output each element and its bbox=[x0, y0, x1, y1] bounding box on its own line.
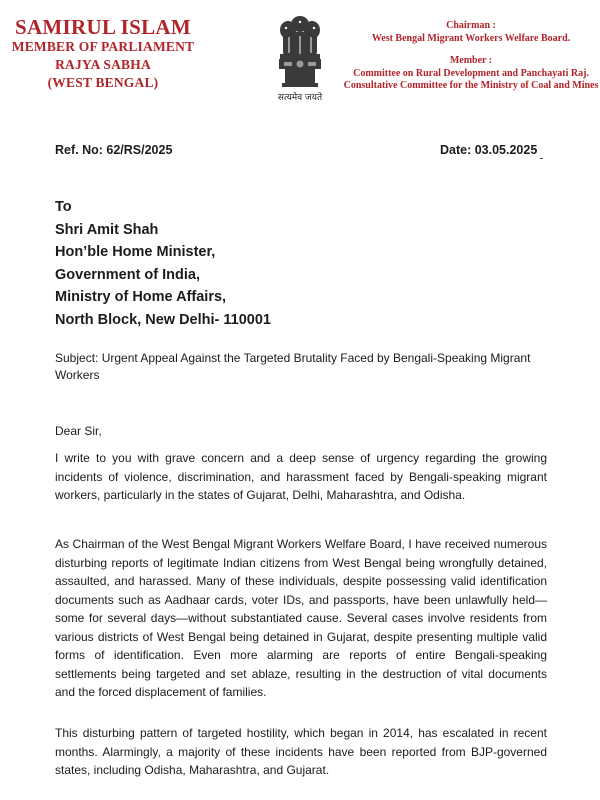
national-emblem-icon bbox=[272, 10, 328, 90]
letterhead-positions bbox=[342, 20, 600, 93]
recipient-ministry: Ministry of Home Affairs, bbox=[55, 289, 227, 305]
chairman-label: Chairman : bbox=[446, 20, 496, 31]
sender-title: MEMBER OF PARLIAMENT bbox=[11, 39, 195, 54]
to-label: To bbox=[55, 199, 72, 215]
paragraph-3: This disturbing pattern of targeted hostility, which began in 2014, has escalated in recent months. Alarmingly, a majority of these incidents have been reported from BJP-governed states, including Odisha, Maharashtra, and Gujarat. bbox=[55, 726, 547, 777]
member-of-1: Committee on Rural Development and Panchayati Raj. bbox=[353, 67, 589, 79]
recipient-designation: Hon’ble Home Minister, bbox=[55, 244, 216, 260]
sender-name: SAMIRUL ISLAM bbox=[14, 15, 191, 39]
recipient-address-line: North Block, New Delhi- 110001 bbox=[55, 311, 271, 328]
member-of-2: Consultative Committee for the Ministry of Coal and Mines bbox=[343, 80, 599, 91]
stray-mark bbox=[540, 158, 543, 159]
recipient-government: Government of India, bbox=[55, 266, 201, 283]
sender-house: RAJYA SABHA bbox=[55, 57, 151, 72]
recipient-address bbox=[55, 196, 271, 331]
paragraph-1: I write to you with grave concern and a deep sense of urgency regarding the growing incidents of violence, discrimination, and harassment faced by Bengali-speaking migrant workers, particularly in the states of Gujarat, Delhi, Maharashtra, and Odisha. bbox=[55, 451, 547, 502]
emblem bbox=[270, 10, 330, 108]
emblem-motto: सत्यमेव जयते bbox=[277, 93, 323, 103]
sender-state: (WEST BENGAL) bbox=[47, 75, 159, 90]
letter-date: Date: 03.05.2025 bbox=[440, 143, 538, 157]
letterhead-sender bbox=[8, 16, 198, 92]
reference-number: Ref. No: 62/RS/2025 bbox=[55, 143, 173, 157]
chairman-of: West Bengal Migrant Workers Welfare Board. bbox=[371, 32, 571, 44]
letter-subject: Subject: Urgent Appeal Against the Targeted Brutality Faced by Bengali-Speaking Migrant Workers bbox=[55, 351, 531, 382]
recipient-name: Shri Amit Shah bbox=[55, 221, 159, 238]
member-label: Member : bbox=[449, 55, 493, 66]
paragraph-2: As Chairman of the West Bengal Migrant Workers Welfare Board, I have received numerous disturbing reports of legitimate Indian citizens from West Bengal being wrongfully detained, assaulted, and harassed. Many of these individuals, despite possessing valid identification documents such as Aadhaar cards, voter IDs, and passports, have been unlawfully held—some for several days—without substantiated cause. Several cases involve residents from various districts of West Bengal being detained in Gujarat, despite presenting multiple valid forms of identification. Even more alarming are reports of entire Bengali-speaking settlements being targeted and set ablaze, resulting in the destruction of vital documents and the forced displacement of families. bbox=[55, 537, 547, 699]
salutation: Dear Sir, bbox=[55, 424, 102, 438]
